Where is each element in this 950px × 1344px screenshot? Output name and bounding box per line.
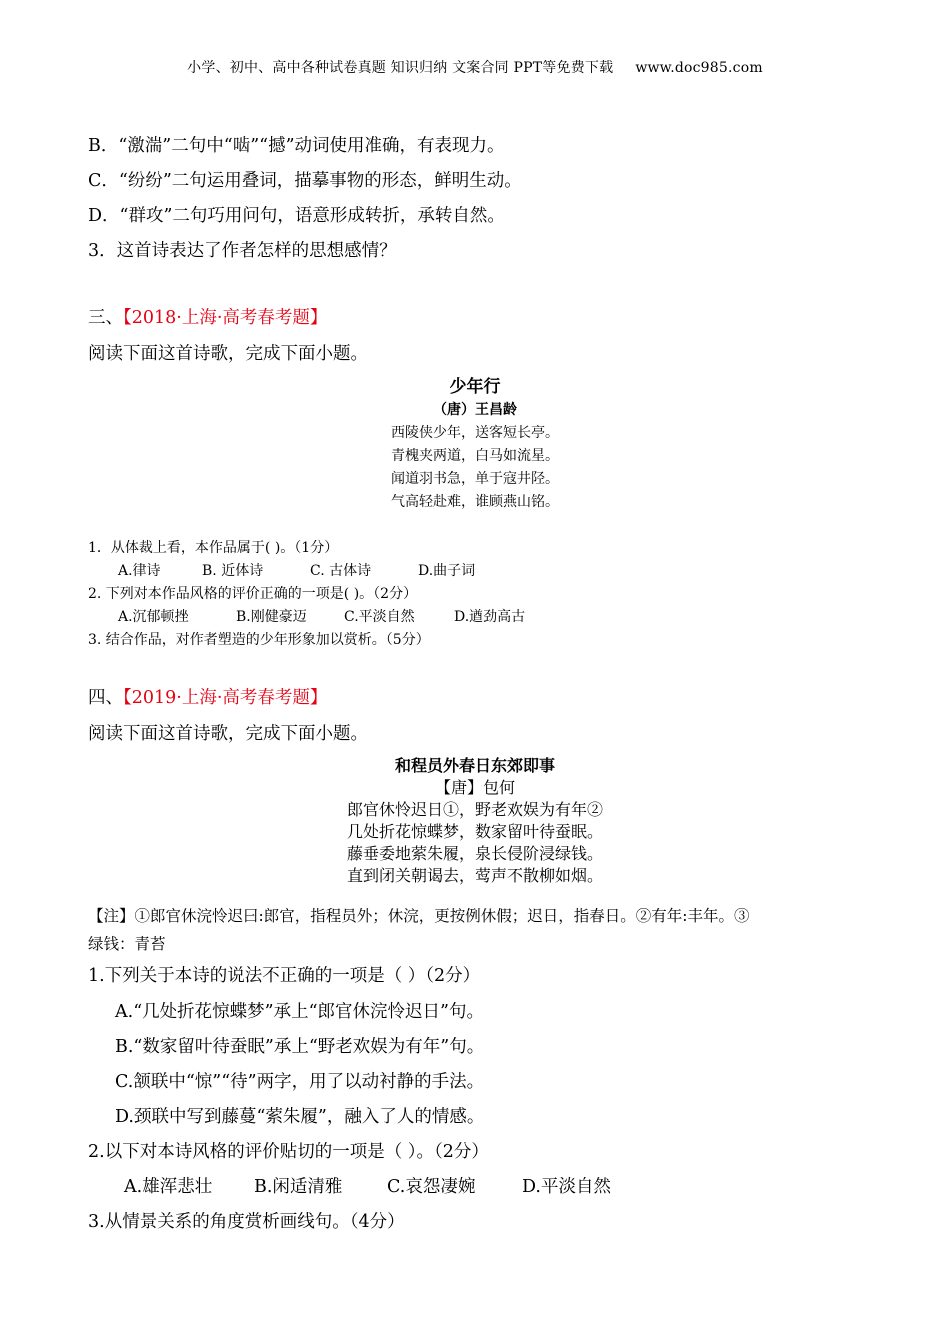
- section-intro: 阅读下面这首诗歌，完成下面小题。: [88, 344, 368, 364]
- question-3: 3．这首诗表达了作者怎样的思想感情？: [88, 241, 397, 261]
- option: B.刚健豪迈: [236, 609, 307, 625]
- section-number: 四、: [88, 688, 123, 708]
- option-b: B.“数家留叶待蚕眠”承上“野老欢娱为有年”句。: [115, 1037, 485, 1057]
- section-tag: 【2019·上海·高考春考题】: [123, 688, 328, 708]
- poem-line: 直到闭关朝谒去，莺声不散柳如烟。: [346, 866, 603, 885]
- option-c: C.颔联中“惊”“待”两字，用了以动衬静的手法。: [115, 1072, 485, 1092]
- header-site: www.doc985.com: [635, 60, 763, 76]
- option: C. 古体诗: [310, 563, 372, 579]
- question-3: 3.从情景关系的角度赏析画线句。（4分）: [88, 1212, 405, 1232]
- page-header: [0, 57, 950, 77]
- question-1: 1．从体裁上看，本作品属于( )。（1分）: [88, 540, 339, 556]
- option: D.曲子词: [418, 563, 476, 579]
- poem-line: 闻道羽书急，单于寇井陉。: [391, 471, 559, 487]
- poem-line: 气高轻赴难，谁顾燕山铭。: [391, 494, 559, 510]
- question-1: 1.下列关于本诗的说法不正确的一项是（ ）（2分）: [88, 966, 481, 986]
- poem-author: （唐）王昌龄: [433, 402, 517, 418]
- question-2-options: [118, 606, 525, 626]
- option: D.遒劲高古: [454, 609, 526, 625]
- poem-line: 几处折花惊蝶梦，数家留叶待蚕眠。: [346, 822, 603, 841]
- option: A.律诗: [118, 563, 161, 579]
- question-2: 2. 下列对本作品风格的评价正确的一项是( )。（2分）: [88, 586, 418, 602]
- option-a: A.“几处折花惊蝶梦”承上“郎官休浣怜迟日”句。: [115, 1002, 484, 1022]
- option: C.哀怨凄婉: [387, 1177, 476, 1197]
- option: B. 近体诗: [202, 563, 264, 579]
- question-3: 3. 结合作品，对作者塑造的少年形象加以赏析。（5分）: [88, 632, 430, 648]
- poem-line: 青槐夹两道，白马如流星。: [391, 448, 559, 464]
- header-text: 小学、初中、高中各种试卷真题 知识归纳 文案合同 PPT等免费下载: [187, 60, 614, 76]
- question-2: 2.以下对本诗风格的评价贴切的一项是（ ）。（2分）: [88, 1142, 489, 1162]
- option-d: D.颈联中写到藤蔓“萦朱履”，融入了人的情感。: [115, 1107, 485, 1127]
- poem-note: 【注】①郎官休浣怜迟曰:郎官，指程员外；休浣，更按例休假；迟日，指春日。②有年:丰年。③: [88, 907, 750, 925]
- section-four-heading: [88, 684, 327, 709]
- section-intro: 阅读下面这首诗歌，完成下面小题。: [88, 724, 368, 744]
- section-tag: 【2018·上海·高考春考题】: [123, 308, 328, 328]
- option-c: C．“纷纷”二句运用叠词，描摹事物的形态，鲜明生动。: [88, 171, 522, 191]
- poem-line: 郎官休怜迟日①，野老欢娱为有年②: [346, 800, 603, 819]
- option: D.平淡自然: [522, 1177, 611, 1197]
- option: B.闲适清雅: [254, 1177, 343, 1197]
- poem-author: 【唐】包何: [434, 778, 515, 797]
- poem-title: 少年行: [449, 377, 501, 397]
- question-2-options: [124, 1173, 611, 1198]
- poem-title: 和程员外春日东郊即事: [394, 756, 555, 775]
- section-number: 三、: [88, 308, 123, 328]
- poem-line: 西陵侠少年，送客短长亭。: [391, 425, 559, 441]
- option: A.沉郁顿挫: [118, 609, 189, 625]
- option: C.平淡自然: [344, 609, 415, 625]
- poem-note-continued: 绿钱：青苔: [88, 935, 166, 953]
- poem-line: 藤垂委地萦朱履，泉长侵阶浸绿钱。: [346, 844, 603, 863]
- option-b: B．“激湍”二句中“啮”“撼”动词使用准确，有表现力。: [88, 136, 505, 156]
- option: A.雄浑悲壮: [124, 1177, 213, 1197]
- option-d: D．“群攻”二句巧用问句，语意形成转折，承转自然。: [88, 206, 505, 226]
- section-three-heading: [88, 304, 327, 329]
- question-1-options: [118, 560, 475, 580]
